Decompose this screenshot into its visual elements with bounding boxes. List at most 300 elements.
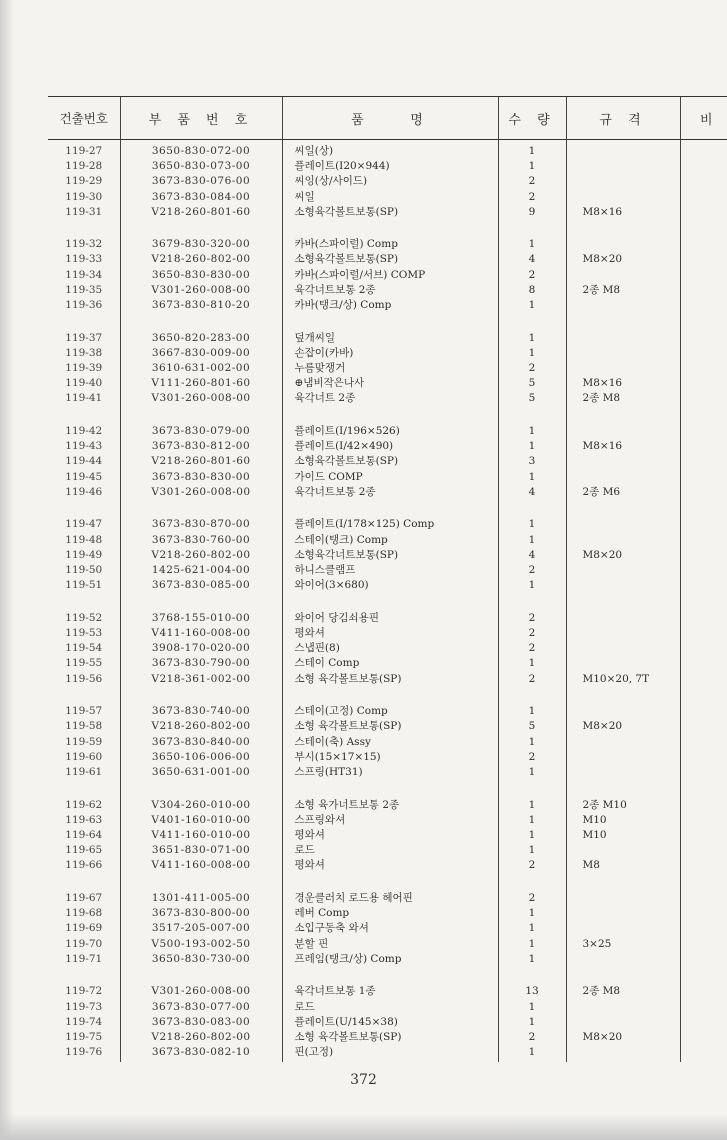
cell-spec-group	[566, 408, 680, 501]
cell-name: 부시(15×17×15)	[294, 750, 381, 763]
cell-remark-group	[680, 315, 727, 408]
page-number: 372	[350, 1072, 377, 1088]
cell-name: 카바(탱크/상) Comp	[294, 298, 392, 311]
cell-name: 육각너트 2종	[294, 392, 356, 405]
cell-part-no: 3673-830-082-10	[151, 1046, 251, 1059]
cell-part-no: V301-260-008-00	[151, 392, 251, 405]
cell-name: 플레이트(U/145×38)	[294, 1015, 398, 1028]
cell-spec-group	[566, 875, 680, 968]
cell-construction-no: 119-65	[65, 844, 103, 857]
cell-name: 하니스클램프	[294, 564, 356, 576]
cell-qty: 2	[528, 642, 536, 655]
cell-construction-no: 119-36	[65, 298, 103, 311]
cell-spec	[575, 424, 680, 439]
cell-construction-no: 119-37	[65, 331, 103, 344]
cell-part-no: V218-260-802-00	[151, 720, 251, 733]
cell-spec-group	[566, 595, 680, 688]
cell-spec	[575, 656, 680, 671]
cell-construction-no: 119-35	[65, 283, 103, 296]
cell-part-no: 1301-411-005-00	[151, 892, 251, 905]
cell-spec: M8×20	[582, 548, 623, 561]
cell-construction-no: 119-54	[65, 642, 103, 655]
cell-qty-group	[498, 688, 566, 781]
cell-qty: 1	[528, 145, 536, 157]
cell-spec: M8×20	[582, 720, 623, 733]
cell-construction-no: 119-49	[65, 548, 103, 561]
cell-construction-no: 119-72	[65, 985, 103, 998]
cell-qty-group	[498, 782, 566, 875]
cell-spec: 2종 M8	[582, 392, 621, 405]
cell-spec	[575, 331, 680, 346]
cell-spec: M8×20	[582, 253, 623, 266]
cell-qty: 2	[528, 175, 536, 188]
cell-name: 소형육각볼트보통(SP)	[294, 455, 399, 468]
cell-spec	[575, 517, 680, 532]
cell-construction-no: 119-63	[65, 813, 103, 826]
cell-spec	[575, 626, 680, 641]
cell-construction-no: 119-48	[65, 533, 103, 546]
cell-name: 소형 육가너트보통 2종	[294, 798, 400, 811]
cell-qty-group	[498, 968, 566, 1062]
cell-remark-group	[680, 595, 727, 688]
cell-part-no: 3673-830-790-00	[151, 657, 251, 670]
cell-qty-group	[498, 501, 566, 594]
cell-construction-no: 119-67	[65, 892, 103, 905]
cell-name: 경운클러치 로드용 헤어핀	[294, 892, 413, 905]
cell-construction-no: 119-51	[65, 579, 103, 592]
cell-name: 분할 핀	[294, 937, 329, 950]
cell-construction-no: 119-39	[65, 362, 103, 374]
cell-part-no: V301-260-008-00	[151, 985, 251, 998]
cell-name: 소입구동축 와셔	[294, 922, 369, 935]
cell-part-no: V218-361-002-00	[151, 672, 251, 685]
cell-qty: 1	[528, 952, 536, 965]
cell-construction-no: 119-62	[65, 798, 103, 811]
cell-name: 카바(스파이럴) Comp	[294, 238, 398, 251]
cell-spec	[575, 1000, 680, 1015]
cell-qty-group	[498, 595, 566, 688]
cell-qty: 2	[528, 672, 536, 685]
cell-construction-no: 119-47	[65, 518, 103, 531]
cell-part-no: 3651-830-071-00	[151, 844, 251, 857]
cell-construction-no: 119-50	[65, 564, 103, 576]
cell-name: 육각너트보통 1종	[294, 985, 376, 998]
table-row-group	[48, 968, 727, 1062]
cell-name: 스냅핀(8)	[294, 642, 340, 655]
cell-construction-no: 119-66	[65, 859, 103, 872]
cell-spec	[575, 144, 680, 159]
cell-spec	[575, 159, 680, 174]
cell-part-no: V218-260-801-60	[151, 455, 251, 468]
cell-spec-group	[566, 688, 680, 781]
cell-name: 소형 육각볼트보통(SP)	[294, 720, 402, 733]
cell-construction-no: 119-40	[65, 377, 103, 390]
cell-qty-group	[498, 315, 566, 408]
cell-spec	[575, 906, 680, 921]
cell-spec: 2종 M8	[582, 283, 621, 296]
cell-construction-no: 119-59	[65, 735, 103, 748]
cell-part-no: 3673-830-084-00	[151, 190, 251, 203]
cell-part-no: V301-260-008-00	[151, 485, 251, 498]
cell-qty: 4	[528, 253, 536, 266]
cell-construction-no-group	[48, 782, 120, 875]
cell-part-no: 3673-830-740-00	[151, 705, 251, 718]
cell-construction-no: 119-70	[65, 937, 103, 950]
cell-part-no: V411-160-010-00	[151, 829, 251, 842]
cell-remark-group	[680, 688, 727, 781]
cell-qty: 2	[528, 750, 536, 763]
cell-qty: 1	[528, 425, 536, 438]
cell-part-no: 3650-830-730-00	[151, 952, 251, 965]
cell-spec: M8×16	[582, 440, 623, 453]
cell-spec	[575, 454, 680, 469]
cell-construction-no: 119-38	[65, 346, 103, 359]
cell-part-no: 3650-631-001-00	[151, 766, 251, 778]
cell-qty: 1	[528, 813, 536, 826]
cell-qty: 2	[528, 564, 536, 576]
cell-part-no-group	[120, 408, 282, 501]
cell-part-no: V301-260-008-00	[151, 283, 251, 296]
cell-spec	[575, 952, 680, 967]
cell-construction-no: 119-45	[65, 470, 103, 483]
cell-name: 스프링와셔	[294, 813, 346, 826]
cell-construction-no: 119-73	[65, 1000, 103, 1013]
cell-name: 스테이(축) Assy	[294, 735, 371, 748]
cell-qty: 1	[528, 657, 536, 670]
cell-qty: 1	[528, 798, 536, 811]
cell-name: 씨일(상)	[294, 145, 334, 157]
cell-name-group	[282, 140, 498, 222]
cell-spec	[575, 704, 680, 719]
cell-qty: 1	[528, 331, 536, 344]
cell-name: 가이드 COMP	[294, 470, 363, 483]
cell-qty-group	[498, 221, 566, 314]
cell-part-no: 3673-830-810-20	[151, 298, 251, 311]
table-row-group	[48, 315, 727, 408]
cell-remark-group	[680, 501, 727, 594]
cell-part-no-group	[120, 688, 282, 781]
cell-spec	[575, 563, 680, 578]
cell-construction-no: 119-31	[65, 205, 103, 218]
cell-spec	[575, 1015, 680, 1030]
cell-part-no: 3673-830-760-00	[151, 533, 251, 546]
cell-qty: 13	[525, 985, 539, 998]
cell-name: 씨잉(상/사이드)	[294, 175, 368, 188]
cell-qty: 1	[528, 907, 536, 920]
cell-spec	[575, 611, 680, 626]
cell-part-no: 3667-830-009-00	[151, 346, 251, 359]
cell-spec: 2종 M6	[582, 485, 621, 498]
cell-construction-no: 119-44	[65, 455, 103, 468]
cell-construction-no: 119-75	[65, 1031, 103, 1044]
header-qty: 수 량	[498, 97, 566, 140]
cell-name-group	[282, 875, 498, 968]
cell-part-no: 3650-106-006-00	[151, 750, 251, 763]
cell-spec: 2종 M8	[582, 985, 621, 998]
scan-binding-shadow	[0, 0, 14, 1140]
header-part-no: 부 품 번 호	[120, 97, 282, 140]
cell-spec	[575, 578, 680, 593]
cell-spec-group	[566, 315, 680, 408]
cell-spec	[575, 190, 680, 205]
cell-name: 스테이(탱크) Comp	[294, 533, 388, 546]
cell-name: 스테이(고정) Comp	[294, 705, 388, 718]
cell-name-group	[282, 315, 498, 408]
cell-part-no: 3610-631-002-00	[151, 362, 251, 374]
cell-qty: 2	[528, 362, 536, 374]
cell-part-no: 3673-830-812-00	[151, 440, 251, 453]
cell-part-no: 3679-830-320-00	[151, 238, 251, 251]
cell-spec	[575, 361, 680, 376]
cell-part-no-group	[120, 221, 282, 314]
cell-qty: 2	[528, 611, 536, 624]
cell-part-no: V411-160-008-00	[151, 859, 251, 872]
cell-part-no: V218-260-801-60	[151, 205, 251, 218]
cell-part-no: 3517-205-007-00	[151, 922, 251, 935]
cell-part-no: 3650-830-830-00	[151, 268, 251, 281]
cell-construction-no: 119-52	[65, 611, 103, 624]
cell-qty-group	[498, 140, 566, 222]
cell-construction-no-group	[48, 688, 120, 781]
cell-name: 카바(스파이럴/서브) COMP	[294, 268, 426, 281]
cell-spec	[575, 891, 680, 906]
cell-name: 육각너트보통 2종	[294, 283, 376, 296]
cell-part-no-group	[120, 875, 282, 968]
cell-spec: M8×16	[582, 377, 623, 390]
cell-spec: M8×16	[582, 205, 623, 218]
cell-name: 누름맞쟁거	[294, 362, 346, 374]
cell-name: 스프링(HT31)	[294, 766, 363, 778]
cell-construction-no: 119-56	[65, 672, 103, 685]
cell-name-group	[282, 782, 498, 875]
cell-part-no: 3673-830-085-00	[151, 579, 251, 592]
cell-qty-group	[498, 875, 566, 968]
cell-qty: 4	[528, 485, 536, 498]
table-row-group	[48, 595, 727, 688]
cell-name: 소형 육각볼트보통(SP)	[294, 1031, 402, 1044]
cell-construction-no-group	[48, 315, 120, 408]
cell-construction-no: 119-71	[65, 952, 103, 965]
cell-part-no: 3650-830-072-00	[151, 145, 251, 157]
cell-name: 소형 육각볼트보통(SP)	[294, 672, 402, 685]
cell-qty: 5	[528, 377, 536, 390]
cell-name: 소형육각볼트보통(SP)	[294, 253, 399, 266]
cell-construction-no-group	[48, 140, 120, 222]
cell-name: 소형육각볼트보통(SP)	[294, 205, 399, 218]
cell-qty: 1	[528, 937, 536, 950]
cell-part-no: V304-260-010-00	[151, 798, 251, 811]
cell-part-no: 3673-830-840-00	[151, 735, 251, 748]
cell-qty: 1	[528, 470, 536, 483]
cell-construction-no: 119-27	[65, 145, 103, 157]
cell-construction-no: 119-41	[65, 392, 103, 405]
cell-spec	[575, 765, 680, 780]
cell-spec	[575, 1045, 680, 1060]
cell-name: 씨일	[294, 190, 315, 203]
cell-name-group	[282, 968, 498, 1062]
cell-spec	[575, 298, 680, 313]
cell-part-no-group	[120, 595, 282, 688]
cell-part-no: 3673-830-800-00	[151, 907, 251, 920]
cell-remark-group	[680, 408, 727, 501]
cell-name: 플레이트(I/178×125) Comp	[294, 518, 435, 531]
cell-part-no: V218-260-802-00	[151, 253, 251, 266]
cell-qty: 8	[528, 283, 536, 296]
cell-qty: 2	[528, 190, 536, 203]
cell-construction-no-group	[48, 221, 120, 314]
cell-part-no: 1425-621-004-00	[151, 564, 251, 576]
cell-spec	[575, 268, 680, 283]
cell-qty: 9	[528, 205, 536, 218]
cell-construction-no: 119-55	[65, 657, 103, 670]
cell-name: 핀(고정)	[294, 1046, 334, 1059]
table-body	[48, 140, 727, 1063]
cell-spec: 3×25	[582, 937, 612, 950]
cell-qty: 4	[528, 548, 536, 561]
cell-remark-group	[680, 140, 727, 222]
header-remark: 비	[680, 97, 727, 140]
cell-qty: 1	[528, 735, 536, 748]
header-spec: 규 격	[566, 97, 680, 140]
cell-qty: 1	[528, 1015, 536, 1028]
cell-part-no: 3673-830-083-00	[151, 1015, 251, 1028]
header-construction-no: 건출번호	[48, 97, 120, 140]
cell-construction-no: 119-76	[65, 1046, 103, 1059]
cell-name: 프레임(탱크/상) Comp	[294, 952, 402, 965]
cell-construction-no: 119-42	[65, 425, 103, 438]
table-row-group	[48, 501, 727, 594]
cell-spec-group	[566, 968, 680, 1062]
cell-remark-group	[680, 875, 727, 968]
cell-qty: 1	[528, 160, 536, 173]
cell-qty: 1	[528, 705, 536, 718]
cell-part-no: 3908-170-020-00	[151, 642, 251, 655]
cell-part-no: V218-260-802-00	[151, 1031, 251, 1044]
cell-name-group	[282, 408, 498, 501]
cell-name: 와이어(3×680)	[294, 579, 369, 592]
cell-construction-no-group	[48, 408, 120, 501]
cell-qty: 1	[528, 440, 536, 453]
cell-qty: 1	[528, 1046, 536, 1059]
scan-bottom-shadow	[0, 1114, 727, 1140]
cell-spec	[575, 237, 680, 252]
cell-construction-no: 119-33	[65, 253, 103, 266]
table-row-group	[48, 140, 727, 222]
cell-part-no: 3673-830-830-00	[151, 470, 251, 483]
cell-name: 스테이 Comp	[294, 657, 360, 670]
cell-part-no: 3673-830-870-00	[151, 518, 251, 531]
cell-name-group	[282, 221, 498, 314]
cell-qty: 1	[528, 238, 536, 251]
cell-spec: M10	[582, 813, 607, 826]
cell-name: 플레이트(I20×944)	[294, 160, 390, 173]
cell-spec	[575, 921, 680, 936]
cell-construction-no: 119-46	[65, 485, 103, 498]
cell-name: 육각너트보통 2종	[294, 485, 376, 498]
cell-remark-group	[680, 782, 727, 875]
cell-qty: 1	[528, 518, 536, 531]
cell-qty: 1	[528, 1000, 536, 1013]
cell-qty: 1	[528, 766, 536, 778]
cell-part-no: 3768-155-010-00	[151, 611, 251, 624]
cell-construction-no: 119-28	[65, 160, 103, 173]
cell-qty: 2	[528, 1031, 536, 1044]
cell-part-no: V111-260-801-60	[151, 377, 251, 390]
cell-spec	[575, 533, 680, 548]
cell-remark-group	[680, 968, 727, 1062]
cell-qty: 1	[528, 922, 536, 935]
cell-construction-no: 119-32	[65, 238, 103, 251]
cell-spec: M8×20	[582, 1031, 623, 1044]
table-row-group	[48, 408, 727, 501]
cell-construction-no: 119-61	[65, 766, 103, 778]
cell-qty: 1	[528, 844, 536, 857]
cell-part-no: 3673-830-079-00	[151, 425, 251, 438]
cell-spec-group	[566, 782, 680, 875]
cell-qty: 1	[528, 346, 536, 359]
cell-part-no-group	[120, 968, 282, 1062]
cell-part-no: 3650-830-073-00	[151, 160, 251, 173]
cell-spec: 2종 M10	[582, 798, 627, 811]
cell-construction-no-group	[48, 595, 120, 688]
cell-construction-no-group	[48, 501, 120, 594]
table-row-group	[48, 875, 727, 968]
cell-construction-no: 119-68	[65, 907, 103, 920]
cell-name: 평와셔	[294, 859, 325, 872]
cell-spec	[575, 735, 680, 750]
cell-qty: 5	[528, 392, 536, 405]
cell-part-no-group	[120, 501, 282, 594]
cell-qty: 2	[528, 892, 536, 905]
table-row-group	[48, 221, 727, 314]
parts-table	[48, 96, 727, 1062]
cell-construction-no: 119-64	[65, 829, 103, 842]
cell-name: 평와셔	[294, 829, 325, 842]
cell-part-no: V218-260-802-00	[151, 548, 251, 561]
cell-name: 소형육각너트보통(SP)	[294, 548, 399, 561]
cell-name: 레버 Comp	[294, 907, 350, 920]
cell-qty: 3	[528, 455, 536, 468]
cell-part-no: 3650-820-283-00	[151, 331, 251, 344]
cell-name: 평와셔	[294, 627, 325, 640]
cell-spec	[575, 346, 680, 361]
cell-spec: M10	[582, 829, 607, 842]
cell-spec	[575, 641, 680, 656]
cell-qty: 2	[528, 268, 536, 281]
cell-qty: 1	[528, 533, 536, 546]
cell-name-group	[282, 501, 498, 594]
cell-qty: 5	[528, 720, 536, 733]
table-header-row	[48, 97, 727, 140]
cell-construction-no: 119-29	[65, 175, 103, 188]
cell-spec-group	[566, 501, 680, 594]
cell-part-no: V500-193-002-50	[151, 937, 251, 950]
header-name: 품 명	[282, 97, 498, 140]
cell-construction-no: 119-34	[65, 268, 103, 281]
cell-construction-no: 119-69	[65, 922, 103, 935]
cell-name: 덮개씨일	[294, 331, 336, 344]
cell-construction-no-group	[48, 968, 120, 1062]
cell-spec-group	[566, 221, 680, 314]
cell-qty: 2	[528, 859, 536, 872]
cell-name: ⊕냄비작은나사	[294, 377, 365, 390]
cell-spec	[575, 470, 680, 485]
cell-remark-group	[680, 221, 727, 314]
cell-name: 로드	[294, 1000, 315, 1013]
cell-name-group	[282, 595, 498, 688]
cell-qty-group	[498, 408, 566, 501]
cell-construction-no: 119-60	[65, 750, 103, 763]
